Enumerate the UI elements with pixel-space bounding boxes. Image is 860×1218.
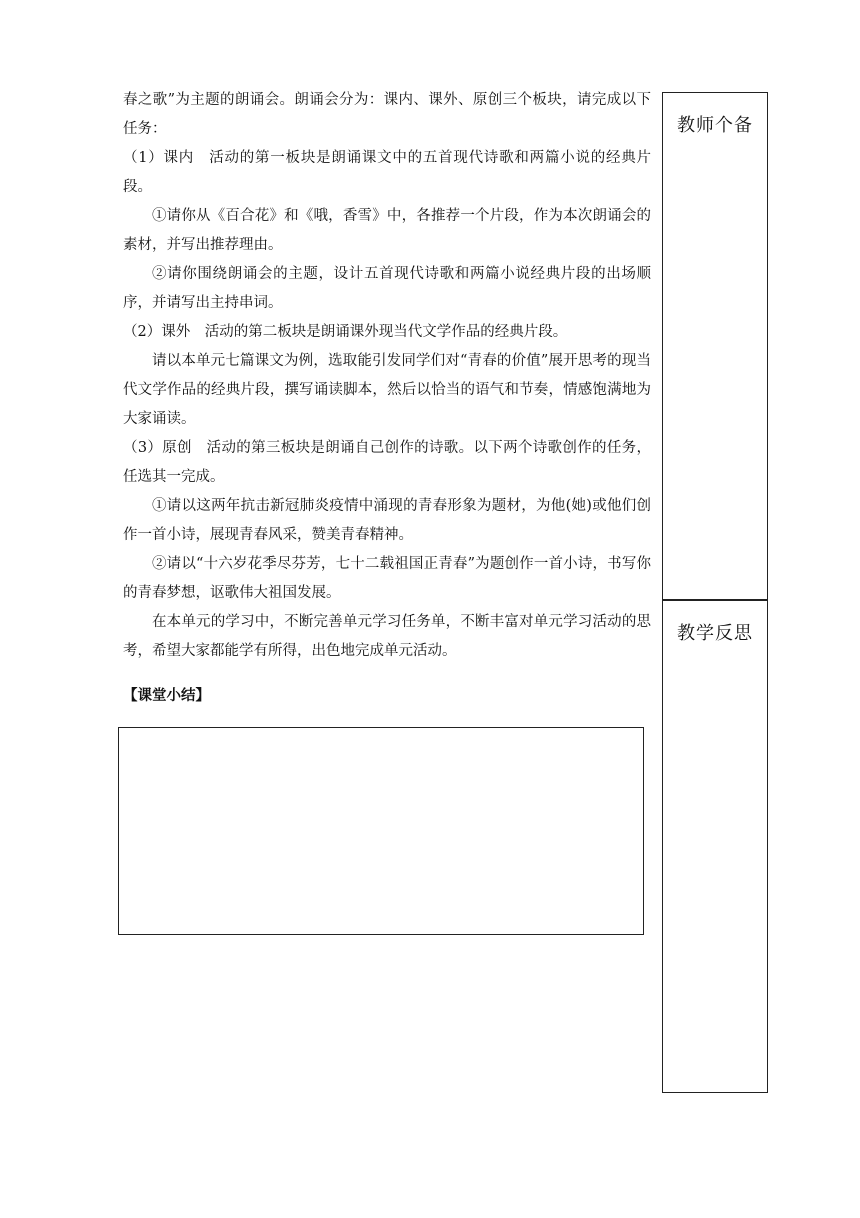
class-summary-box[interactable] — [118, 727, 644, 935]
task-3-item-2: ②请以“十六岁花季尽芬芳，七十二载祖国正青春”为题创作一首小诗，书写你的青春梦想，讴歌伟大祖国发展。 — [123, 556, 651, 601]
closing-paragraph: 在本单元的学习中，不断完善单元学习任务单，不断丰富对单元学习活动的思考，希望大家都能学有所得，出色地完成单元活动。 — [123, 614, 651, 659]
teacher-prep-column[interactable] — [662, 92, 768, 600]
task-1-heading: （1）课内 活动的第一板块是朗诵课文中的五首现代诗歌和两篇小说的经典片段。 — [123, 150, 651, 195]
task-2-body: 请以本单元七篇课文为例，选取能引发同学们对“青春的价值”展开思考的现当代文学作品的经典片段，撰写诵读脚本，然后以恰当的语气和节奏，情感饱满地为大家诵读。 — [123, 353, 651, 427]
task-1-item-2: ②请你围绕朗诵会的主题，设计五首现代诗歌和两篇小说经典片段的出场顺序，并请写出主持串词。 — [123, 266, 651, 311]
task-3-heading: （3）原创 活动的第三板块是朗诵自己创作的诗歌。以下两个诗歌创作的任务，任选其一完成。 — [123, 440, 651, 485]
teaching-reflection-title: 教学反思 — [677, 623, 753, 644]
task-1-item-1: ①请你从《百合花》和《哦，香雪》中，各推荐一个片段，作为本次朗诵会的素材，并写出推荐理由。 — [123, 208, 651, 253]
teaching-reflection-column[interactable] — [662, 600, 768, 1093]
paragraph-intro: 春之歌”为主题的朗诵会。朗诵会分为：课内、课外、原创三个板块，请完成以下任务： — [123, 92, 651, 137]
main-content — [123, 86, 651, 711]
class-summary-heading: 【课堂小结】 — [123, 688, 210, 704]
task-2-heading: （2）课外 活动的第二板块是朗诵课外现当代文学作品的经典片段。 — [123, 324, 568, 340]
task-3-item-1: ①请以这两年抗击新冠肺炎疫情中涌现的青春形象为题材，为他(她)或他们创作一首小诗，展现青春风采，赞美青春精神。 — [123, 498, 651, 543]
teacher-prep-title: 教师个备 — [677, 115, 753, 136]
